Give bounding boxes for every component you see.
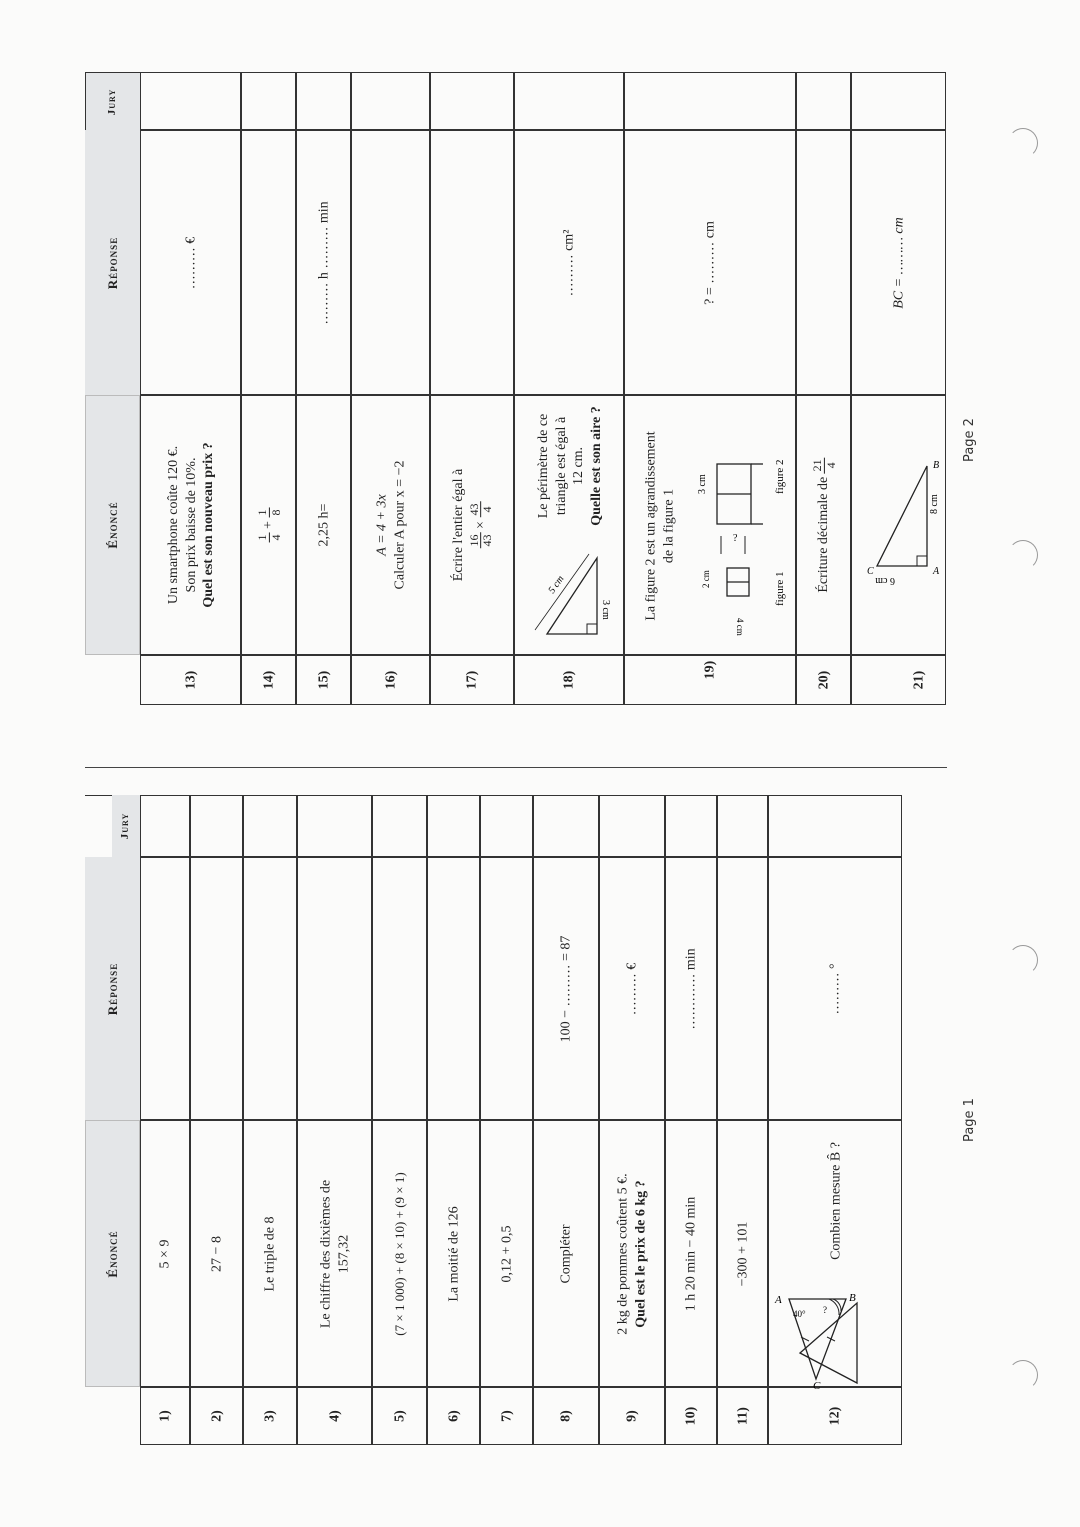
enonce-line: La figure 2 est un agrandissement	[643, 431, 659, 621]
p1-row7-reponse[interactable]	[480, 857, 533, 1120]
p1-row4-jury[interactable]	[297, 795, 372, 857]
binder-hole-mark	[1008, 1360, 1038, 1390]
p2-row16-reponse[interactable]	[351, 130, 430, 395]
p1-row8-reponse[interactable]: 100 − ……… = 87	[533, 857, 599, 1120]
page2-table	[0, 0, 1080, 760]
svg-text:figure 1: figure 1	[774, 571, 786, 606]
p2-row15-enonce: 2,25 h=	[296, 395, 351, 655]
p2-row20-reponse[interactable]	[796, 130, 851, 395]
p1-row5-enonce: (7 × 1 000) + (8 × 10) + (9 × 1)	[372, 1120, 427, 1387]
p2-row16-jury[interactable]	[351, 72, 430, 130]
p2-row16-num: 16)	[351, 655, 430, 705]
p2-row15-num: 15)	[296, 655, 351, 705]
p1-row5-num: 5)	[372, 1387, 427, 1445]
header-enonce-label: Énoncé	[104, 1229, 120, 1278]
p2-header-enonce: Énoncé	[85, 395, 140, 655]
p2-header-reponse: Réponse	[85, 130, 140, 395]
binder-hole-mark	[1008, 945, 1038, 975]
enonce-line: Écriture décimale de	[815, 476, 831, 593]
p1-header-reponse	[85, 857, 140, 1120]
enlargement-figures	[695, 406, 795, 646]
p2-row17-num: 17)	[430, 655, 514, 705]
p1-row7-enonce: 0,12 + 0,5	[480, 1120, 533, 1387]
p2-row20-enonce	[796, 395, 851, 655]
p2-header-jury: Jury	[85, 72, 140, 130]
p1-row10-enonce: 1 h 20 min − 40 min	[665, 1120, 717, 1387]
p2-row13-jury[interactable]	[140, 72, 241, 130]
right-triangle-abc-figure	[857, 456, 947, 586]
p1-row3-jury[interactable]	[243, 795, 297, 857]
p1-row12-question: Combien mesure B̂ ?	[828, 1142, 844, 1260]
p1-row4-num: 4)	[297, 1387, 372, 1445]
enonce-line: Écrire l'entier égal à	[451, 468, 467, 582]
p2-row19-enonce	[624, 395, 796, 655]
p2-row18-num: 18)	[514, 655, 624, 705]
page-divider	[85, 767, 947, 768]
enonce-line: 157,32	[335, 1234, 351, 1273]
svg-text:B: B	[933, 460, 940, 471]
p2-row19-jury[interactable]	[624, 72, 796, 130]
p1-row9-num: 9)	[599, 1387, 665, 1445]
p1-row5-reponse[interactable]	[372, 857, 427, 1120]
svg-text:C: C	[867, 566, 874, 577]
enonce-question: Quel est le prix de 6 kg ?	[633, 1179, 648, 1328]
p2-row18-enonce	[514, 395, 624, 655]
enonce-line: A = 4 + 3x	[374, 494, 389, 556]
enonce-line: Calculer A pour x = −2	[391, 460, 407, 590]
p2-row21-jury[interactable]	[851, 72, 946, 130]
p1-row2-reponse[interactable]	[190, 857, 243, 1120]
p1-row8-enonce: Compléter	[533, 1120, 599, 1387]
binder-hole-mark	[1008, 540, 1038, 570]
p1-row2-num: 2)	[190, 1387, 243, 1445]
svg-text:3 cm: 3 cm	[600, 600, 611, 620]
p2-row21-num: 21)	[851, 655, 946, 705]
p2-row15-reponse[interactable]: ……… h ……… min	[296, 130, 351, 395]
p1-row6-reponse[interactable]	[427, 857, 480, 1120]
svg-text:40°: 40°	[793, 1309, 806, 1319]
p1-row9-reponse[interactable]: ……… €	[599, 857, 665, 1120]
enonce-line: de la figure 1	[661, 488, 676, 564]
p2-row14-reponse[interactable]	[241, 130, 296, 395]
p2-row16-enonce	[351, 395, 430, 655]
p1-row9-enonce	[599, 1120, 665, 1387]
p1-row11-enonce: −300 + 101	[717, 1120, 768, 1387]
p1-row12-num: 12)	[768, 1387, 902, 1445]
p2-row19-reponse[interactable]: ? = ……… cm	[624, 130, 796, 395]
p1-row5-jury[interactable]	[372, 795, 427, 857]
page1-label: Page 1	[961, 1098, 977, 1142]
p2-row14-num: 14)	[241, 655, 296, 705]
p2-row15-jury[interactable]	[296, 72, 351, 130]
p1-row6-jury[interactable]	[427, 795, 480, 857]
p1-row1-enonce: 5 × 9	[140, 1120, 190, 1387]
p1-row2-enonce: 27 − 8	[190, 1120, 243, 1387]
p1-row12-jury[interactable]	[768, 795, 902, 857]
p2-row13-num: 13)	[140, 655, 241, 705]
p2-row17-reponse[interactable]	[430, 130, 514, 395]
svg-text:4 cm: 4 cm	[735, 618, 745, 636]
p2-row21-reponse[interactable]: BC = ……… cm	[851, 130, 946, 395]
page2-label: Page 2	[961, 418, 977, 462]
fraction-product: 16 43 × 43 4	[466, 503, 495, 547]
p2-row17-enonce	[430, 395, 514, 655]
p1-row7-jury[interactable]	[480, 795, 533, 857]
p1-header-corner	[85, 795, 112, 857]
binder-hole-mark	[1008, 128, 1038, 158]
enonce-question: Quelle est son aire ?	[588, 406, 604, 526]
svg-text:A: A	[775, 1294, 782, 1306]
p1-header-enonce	[85, 1120, 140, 1387]
p2-row20-jury[interactable]	[796, 72, 851, 130]
p1-row4-enonce	[297, 1120, 372, 1387]
enonce-line: Le périmètre de ce	[536, 413, 551, 519]
svg-text:3 cm: 3 cm	[697, 474, 708, 494]
p2-row21-enonce	[851, 395, 946, 655]
p1-header-jury	[112, 795, 140, 857]
p1-row12-enonce	[768, 1120, 902, 1387]
p2-row19-num: 19)	[624, 655, 796, 705]
p2-row14-jury[interactable]	[241, 72, 296, 130]
p2-row14-enonce	[241, 395, 296, 655]
svg-text:?: ?	[733, 533, 738, 544]
p1-row11-reponse[interactable]	[717, 857, 768, 1120]
p1-row3-num: 3)	[243, 1387, 297, 1445]
p1-row2-jury[interactable]	[190, 795, 243, 857]
right-triangle-figure	[525, 546, 615, 651]
svg-text:?: ?	[823, 1305, 827, 1315]
p2-row13-reponse[interactable]: ……… €	[140, 130, 241, 395]
enonce-line: triangle est égal à	[553, 416, 569, 516]
enonce-line: Un smartphone coûte 120 €.	[165, 445, 181, 605]
p1-row1-reponse[interactable]	[140, 857, 190, 1120]
p1-row12-reponse[interactable]: ……… °	[768, 857, 902, 1120]
p2-row17-jury[interactable]	[430, 72, 514, 130]
p1-row11-jury[interactable]	[717, 795, 768, 857]
p1-row1-num: 1)	[140, 1387, 190, 1445]
p1-row7-num: 7)	[480, 1387, 533, 1445]
p1-row10-jury[interactable]	[665, 795, 717, 857]
p2-row18-reponse[interactable]: ……… cm²	[514, 130, 624, 395]
p1-row1-jury[interactable]	[140, 795, 190, 857]
p1-row6-num: 6)	[427, 1387, 480, 1445]
p1-row10-num: 10)	[665, 1387, 717, 1445]
enonce-line: Le chiffre des dixièmes de	[318, 1179, 333, 1328]
p2-row13-enonce	[140, 395, 241, 655]
p1-row8-num: 8)	[533, 1387, 599, 1445]
p1-row6-enonce: La moitié de 126	[427, 1120, 480, 1387]
svg-text:B: B	[849, 1292, 856, 1304]
svg-text:2 cm: 2 cm	[701, 570, 711, 588]
enonce-question: Quel est son nouveau prix ?	[200, 442, 216, 608]
svg-text:6 cm: 6 cm	[875, 575, 895, 586]
svg-text:C: C	[813, 1380, 821, 1389]
header-reponse-label: Réponse	[104, 962, 120, 1015]
p2-row18-jury[interactable]	[514, 72, 624, 130]
enonce-line: 12 cm.	[571, 446, 586, 486]
p1-row10-reponse[interactable]: ………… min	[665, 857, 717, 1120]
triangle-abc	[771, 1289, 901, 1389]
p1-row11-num: 11)	[717, 1387, 768, 1445]
enonce-line: 2 kg de pommes coûtent 5 €.	[615, 1172, 631, 1335]
p1-row9-jury[interactable]	[599, 795, 665, 857]
svg-text:figure 2: figure 2	[774, 459, 786, 494]
svg-text:A: A	[933, 566, 940, 577]
header-jury-label: Jury	[119, 812, 132, 840]
p1-row3-enonce: Le triple de 8	[243, 1120, 297, 1387]
p1-row8-jury[interactable]	[533, 795, 599, 857]
svg-text:5 cm: 5 cm	[546, 573, 567, 596]
p2-row20-num: 20)	[796, 655, 851, 705]
enonce-line: Son prix baisse de 10%.	[182, 457, 198, 593]
fraction: 21 4	[809, 459, 837, 472]
svg-text:8 cm: 8 cm	[929, 494, 940, 514]
p1-row4-reponse[interactable]	[297, 857, 372, 1120]
p1-row3-reponse[interactable]	[243, 857, 297, 1120]
fraction-sum: 1 4 + 1 8	[254, 509, 282, 541]
